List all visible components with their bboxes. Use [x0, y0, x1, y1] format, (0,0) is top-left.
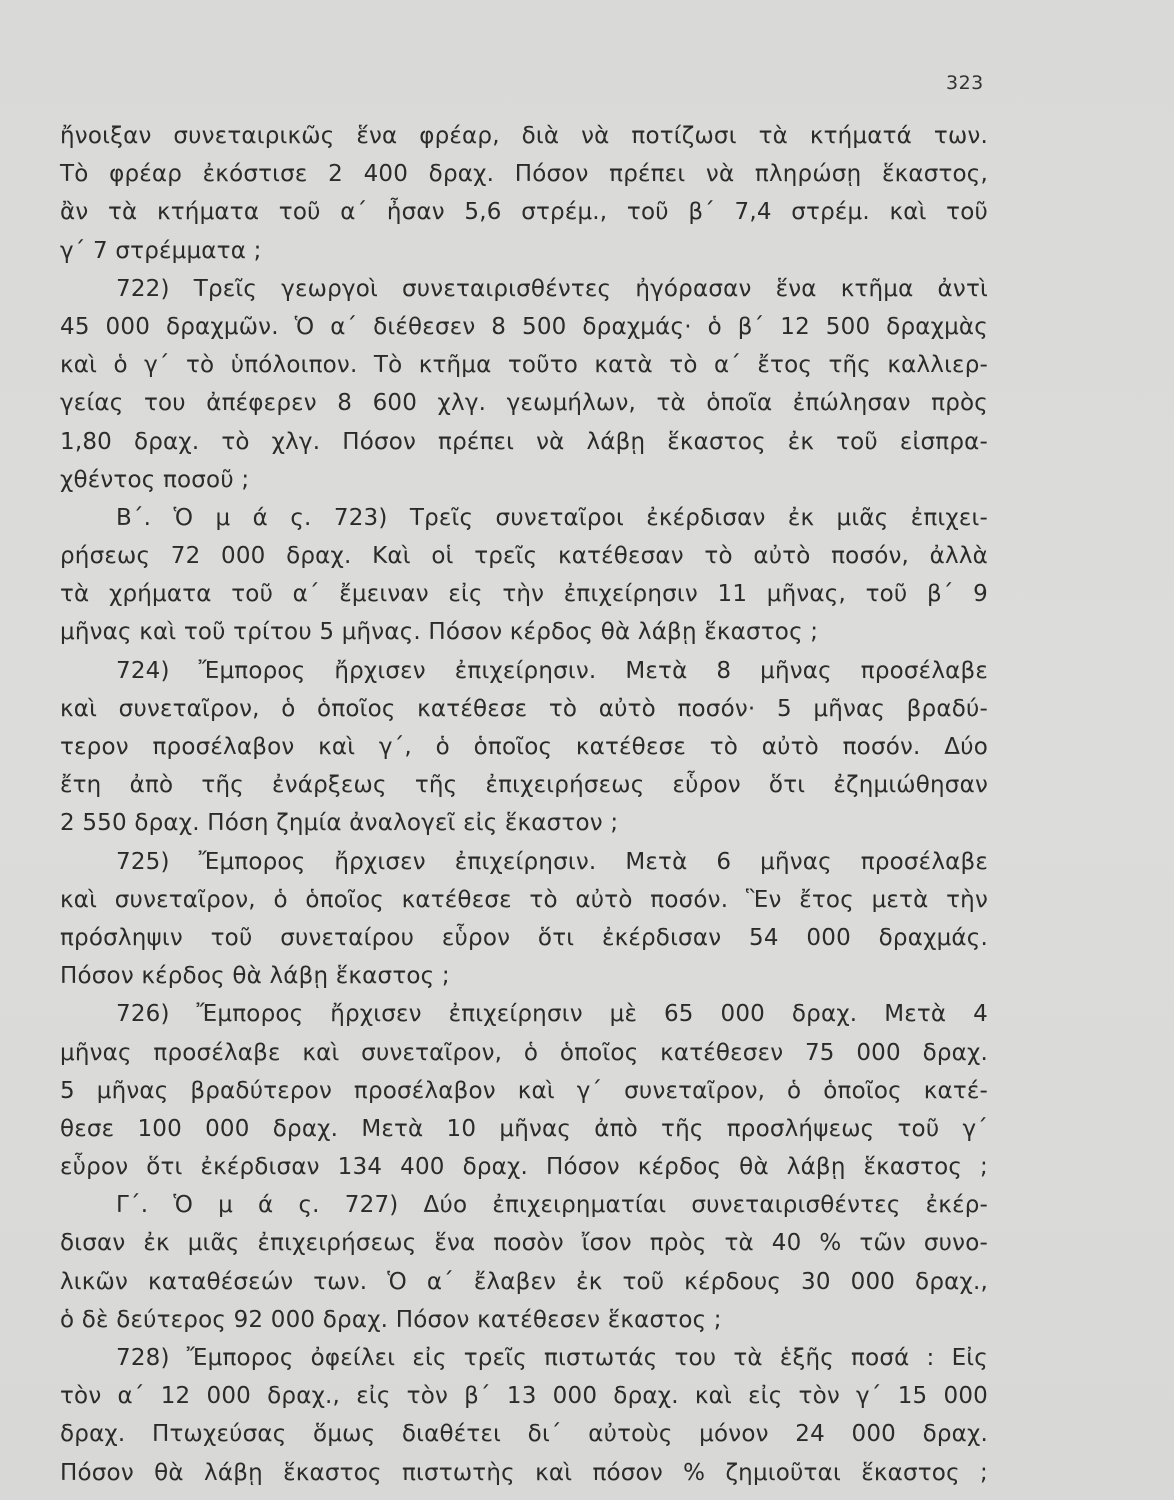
- text-line: 725) Ἔμπορος ἤρχισεν ἐπιχείρησιν. Μετὰ 6 μῆνας προσέλαβε: [116, 848, 988, 875]
- text-line: τὸν α΄ 12 000 δραχ., εἰς τὸν β΄ 13 000 δραχ. καὶ εἰς τὸν γ΄ 15 000: [60, 1383, 988, 1410]
- text-line: δισαν ἐκ μιᾶς ἐπιχειρήσεως ἕνα ποσὸν ἴσον πρὸς τὰ 40 % τῶν συνο-: [60, 1230, 988, 1257]
- text-line: θεσε 100 000 δραχ. Μετὰ 10 μῆνας ἀπὸ τῆς προσλήψεως τοῦ γ΄: [60, 1115, 988, 1142]
- text-line: γ΄ 7 στρέμματα ;: [60, 237, 262, 264]
- text-line: καὶ συνεταῖρον, ὁ ὁποῖος κατέθεσε τὸ αὐτὸ ποσόν· 5 μῆνας βραδύ-: [60, 695, 988, 722]
- text-line: 5 μῆνας βραδύτερον προσέλαβον καὶ γ΄ συνεταῖρον, ὁ ὁποῖος κατέ-: [60, 1077, 988, 1104]
- text-line: 2 550 δραχ. Πόση ζημία ἀναλογεῖ εἰς ἕκαστον ;: [60, 810, 619, 837]
- text-line: 45 000 δραχμῶν. Ὁ α΄ διέθεσεν 8 500 δραχμάς· ὁ β΄ 12 500 δραχμὰς: [60, 313, 988, 340]
- text-line: ὁ δὲ δεύτερος 92 000 δραχ. Πόσον κατέθεσεν ἕκαστος ;: [60, 1306, 722, 1333]
- body-text: [60, 117, 988, 1492]
- text-line: Γ΄. Ὁ μ ά ς. 727) Δύο ἐπιχειρηματίαι συνεταιρισθέντες ἐκέρ-: [116, 1192, 988, 1219]
- text-line: πρόσληψιν τοῦ συνεταίρου εὗρον ὅτι ἐκέρδισαν 54 000 δραχμάς.: [60, 924, 988, 951]
- text-line: δραχ. Πτωχεύσας ὅμως διαθέτει δι΄ αὐτοὺς μόνον 24 000 δραχ.: [60, 1421, 988, 1448]
- text-line: χθέντος ποσοῦ ;: [60, 466, 250, 493]
- text-line: καὶ συνεταῖρον, ὁ ὁποῖος κατέθεσε τὸ αὐτὸ ποσόν. Ἓν ἔτος μετὰ τὴν: [60, 886, 988, 913]
- text-line: ἔτη ἀπὸ τῆς ἐνάρξεως τῆς ἐπιχειρήσεως εὗρον ὅτι ἐζημιώθησαν: [60, 772, 988, 799]
- text-line: Πόσον κέρδος θὰ λάβῃ ἕκαστος ;: [60, 963, 450, 990]
- text-line: Τὸ φρέαρ ἐκόστισε 2 400 δραχ. Πόσον πρέπει νὰ πληρώσῃ ἕκαστος,: [60, 161, 988, 188]
- text-line: τὰ χρήματα τοῦ α΄ ἔμειναν εἰς τὴν ἐπιχείρησιν 11 μῆνας, τοῦ β΄ 9: [60, 581, 988, 608]
- text-line: τερον προσέλαβον καὶ γ΄, ὁ ὁποῖος κατέθεσε τὸ αὐτὸ ποσόν. Δύο: [60, 734, 988, 760]
- text-line: λικῶν καταθέσεών των. Ὁ α΄ ἔλαβεν ἐκ τοῦ κέρδους 30 000 δραχ.,: [60, 1268, 988, 1295]
- text-line: καὶ ὁ γ΄ τὸ ὑπόλοιπον. Τὸ κτῆμα τοῦτο κατὰ τὸ α΄ ἔτος τῆς καλλιερ-: [60, 352, 988, 379]
- text-line: ρήσεως 72 000 δραχ. Καὶ οἱ τρεῖς κατέθεσαν τὸ αὐτὸ ποσόν, ἀλλὰ: [60, 543, 988, 570]
- text-line: εὗρον ὅτι ἐκέρδισαν 134 400 δραχ. Πόσον κέρδος θὰ λάβῃ ἕκαστος ;: [60, 1154, 988, 1181]
- text-line: Πόσον θὰ λάβῃ ἕκαστος πιστωτὴς καὶ πόσον % ζημιοῦται ἕκαστος ;: [60, 1459, 988, 1486]
- text-line: 1,80 δραχ. τὸ χλγ. Πόσον πρέπει νὰ λάβῃ ἕκαστος ἐκ τοῦ εἰσπρα-: [60, 428, 988, 455]
- text-line: 722) Τρεῖς γεωργοὶ συνεταιρισθέντες ἠγόρασαν ἕνα κτῆμα ἀντὶ: [116, 275, 988, 302]
- text-line: μῆνας καὶ τοῦ τρίτου 5 μῆνας. Πόσον κέρδος θὰ λάβῃ ἕκαστος ;: [60, 619, 819, 646]
- text-line: γείας του ἀπέφερεν 8 600 χλγ. γεωμήλων, τὰ ὁποῖα ἐπώλησαν πρὸς: [60, 390, 988, 417]
- text-line: 728) Ἔμπορος ὀφείλει εἰς τρεῖς πιστωτάς του τὰ ἑξῆς ποσά : Εἰς: [116, 1345, 988, 1371]
- text-line: Β΄. Ὁ μ ά ς. 723) Τρεῖς συνεταῖροι ἐκέρδισαν ἐκ μιᾶς ἐπιχει-: [116, 504, 988, 531]
- text-line: μῆνας προσέλαβε καὶ συνεταῖρον, ὁ ὁποῖος κατέθεσεν 75 000 δραχ.: [60, 1039, 988, 1066]
- page-number: 323: [946, 72, 984, 94]
- text-line: ἤνοιξαν συνεταιρικῶς ἕνα φρέαρ, διὰ νὰ ποτίζωσι τὰ κτήματά των.: [60, 123, 988, 149]
- text-line: ἂν τὰ κτήματα τοῦ α΄ ἦσαν 5,6 στρέμ., τοῦ β΄ 7,4 στρέμ. καὶ τοῦ: [60, 199, 988, 226]
- text-line: 726) Ἔμπορος ἤρχισεν ἐπιχείρησιν μὲ 65 000 δραχ. Μετὰ 4: [116, 1001, 988, 1028]
- text-line: 724) Ἔμπορος ἤρχισεν ἐπιχείρησιν. Μετὰ 8 μῆνας προσέλαβε: [116, 657, 988, 684]
